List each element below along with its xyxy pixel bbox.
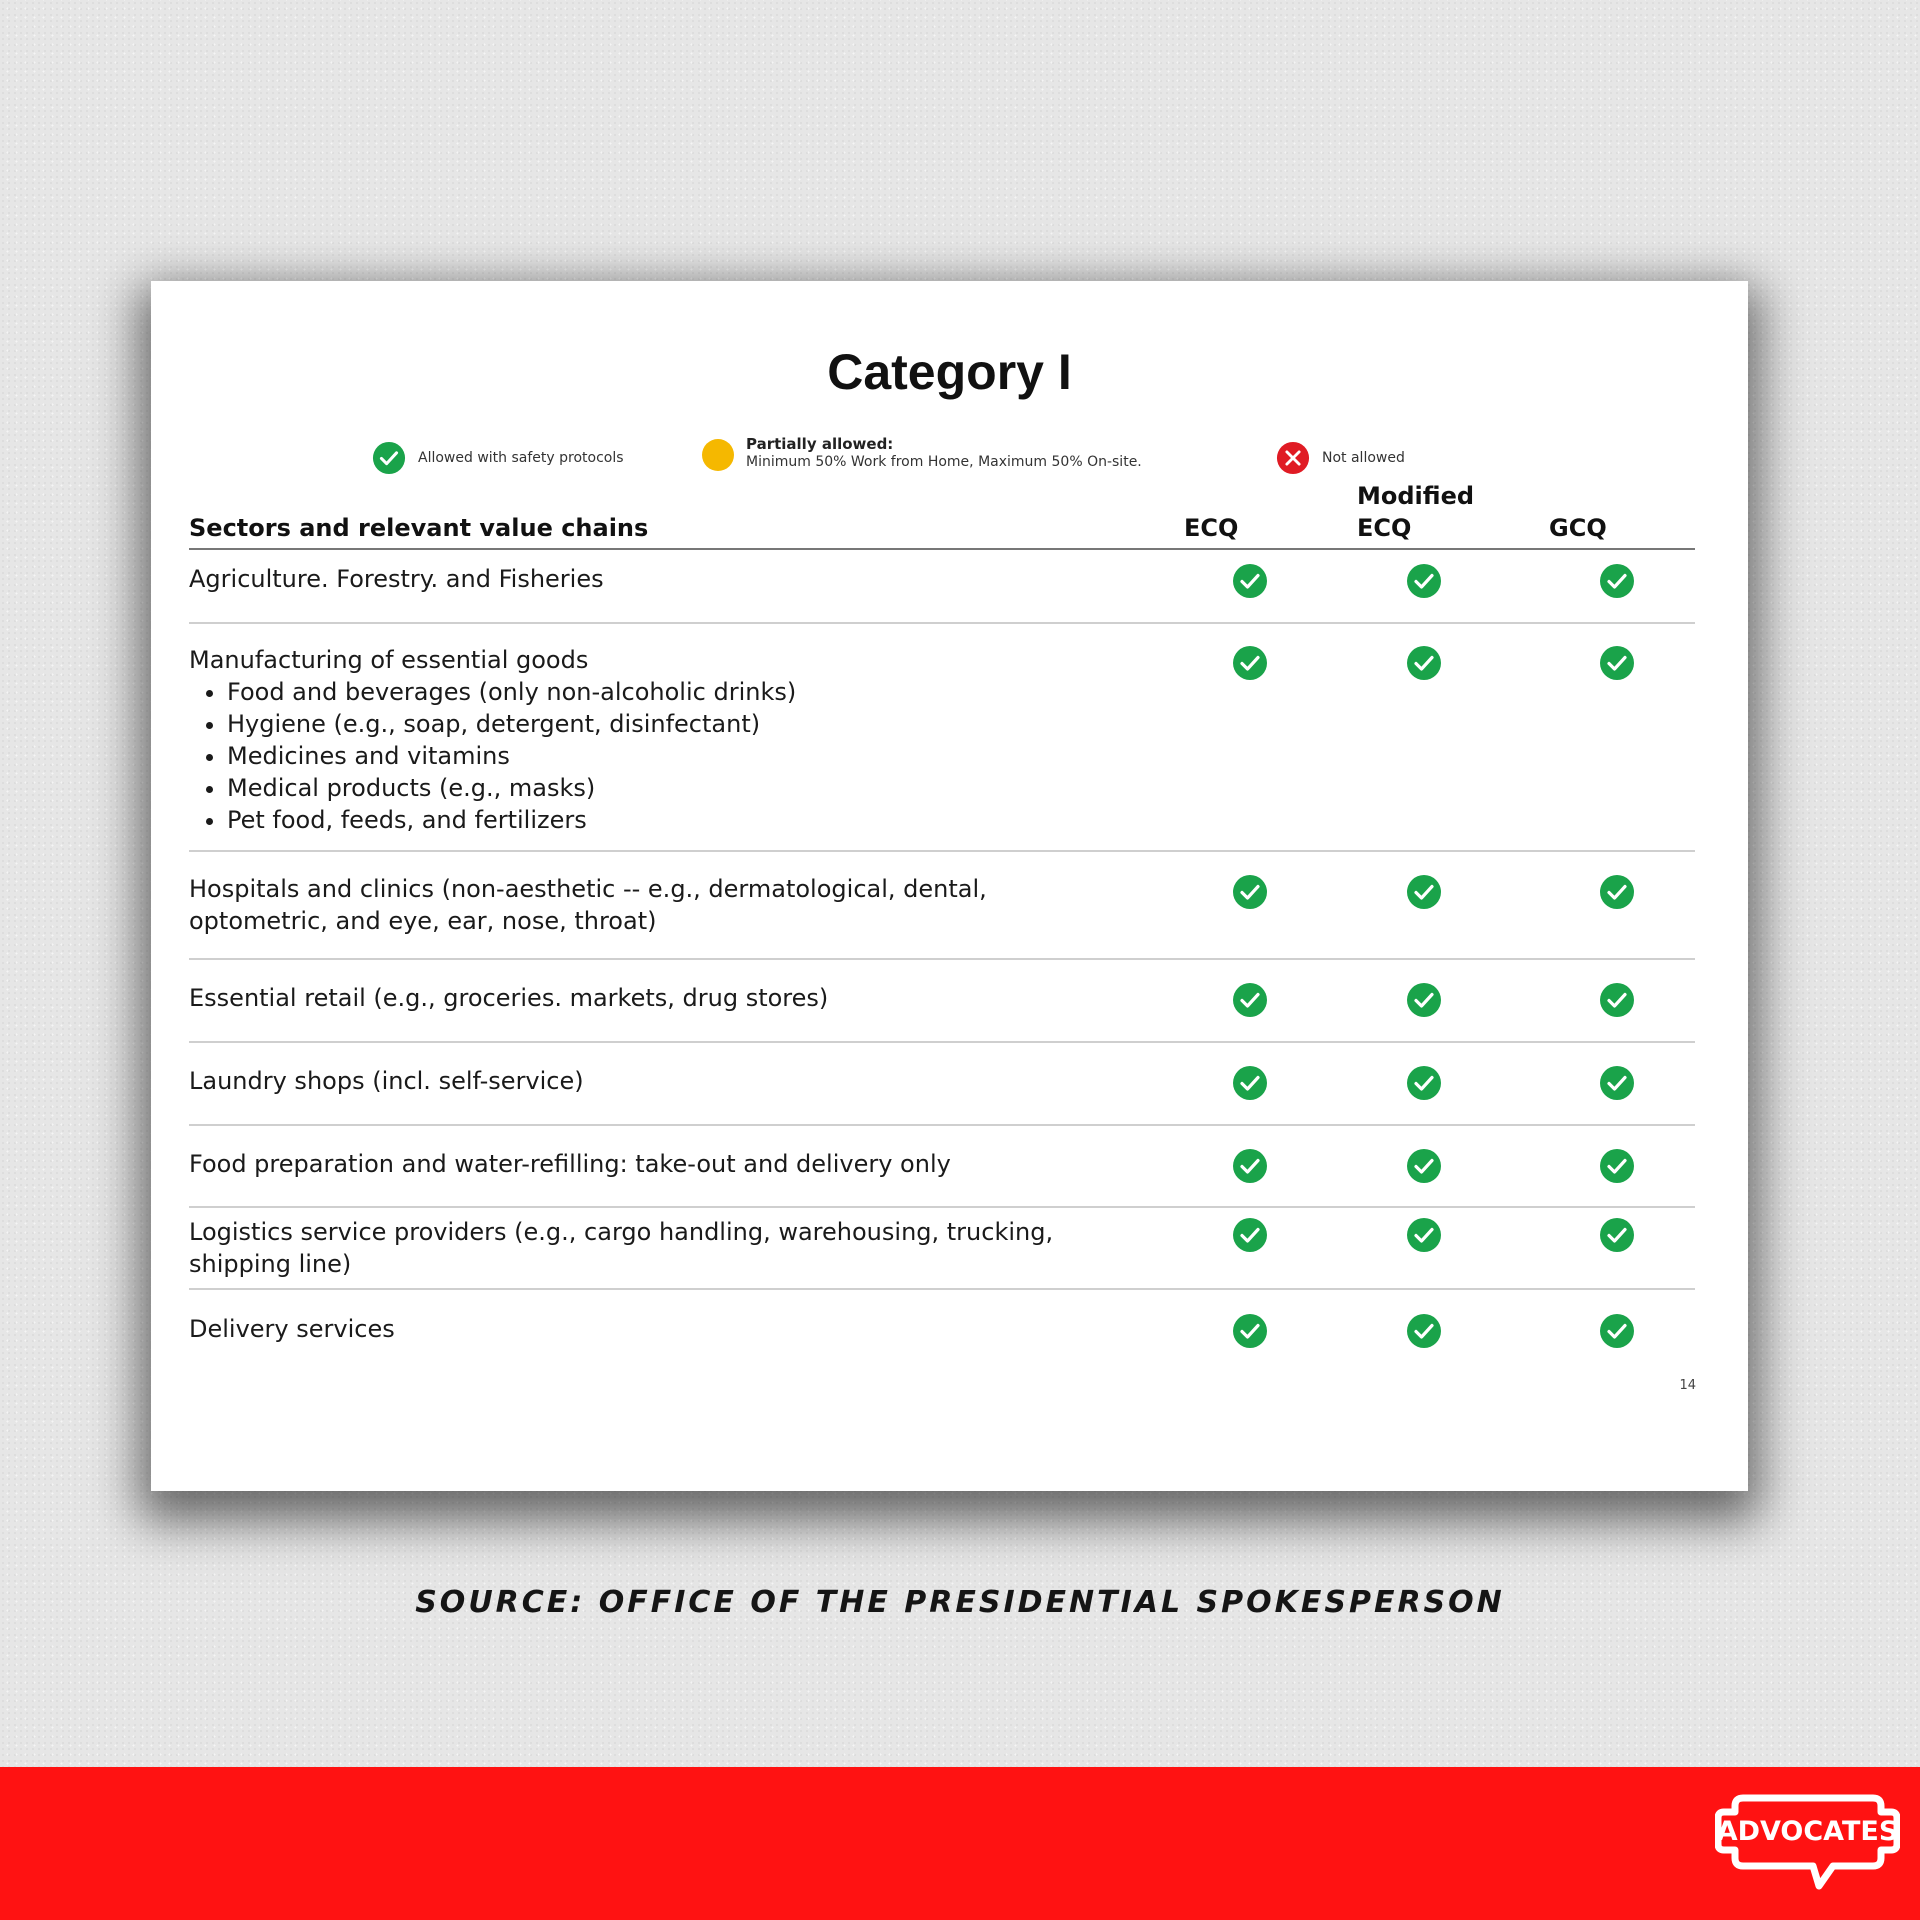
table-row xyxy=(189,960,1695,1043)
mecq-check-icon xyxy=(1406,563,1442,599)
footer-bar xyxy=(0,1767,1920,1920)
legend-not-allowed-label: Not allowed xyxy=(1322,450,1405,466)
mecq-check-icon xyxy=(1406,982,1442,1018)
table-row xyxy=(189,550,1695,624)
sector-name-line1: Hospitals and clinics (non-aesthetic -- e.g., dermatological, dental, xyxy=(189,875,987,903)
sector-name: Manufacturing of essential goods xyxy=(189,646,589,674)
bullet-item: • Pet food, feeds, and fertilizers xyxy=(227,804,1139,836)
legend-partial-title: Partially allowed: xyxy=(746,435,894,453)
gcq-check-icon xyxy=(1599,1065,1635,1101)
mecq-check-icon xyxy=(1406,874,1442,910)
sector-name: Essential retail (e.g., groceries. markets, drug stores) xyxy=(189,984,829,1012)
gcq-check-icon xyxy=(1599,645,1635,681)
bullet-item: • Medicines and vitamins xyxy=(227,740,1139,772)
legend-not-allowed xyxy=(1276,441,1405,475)
x-circle-icon xyxy=(1276,441,1310,475)
legend-partial-detail: Minimum 50% Work from Home, Maximum 50% On-site. xyxy=(746,454,1142,470)
advocates-logo xyxy=(1715,1790,1900,1895)
ecq-check-icon xyxy=(1232,645,1268,681)
sector-name: Food preparation and water-refilling: take-out and delivery only xyxy=(189,1150,951,1178)
gcq-check-icon xyxy=(1599,982,1635,1018)
ecq-check-icon xyxy=(1232,563,1268,599)
header-modified-ecq xyxy=(1357,480,1474,544)
ecq-check-icon xyxy=(1232,1217,1268,1253)
ecq-check-icon xyxy=(1232,982,1268,1018)
sector-name: Laundry shops (incl. self-service) xyxy=(189,1067,584,1095)
table-row xyxy=(189,624,1695,852)
gcq-check-icon xyxy=(1599,563,1635,599)
mecq-check-icon xyxy=(1406,645,1442,681)
sector-name: Agriculture. Forestry. and Fisheries xyxy=(189,565,604,593)
header-modified-line1: Modified xyxy=(1357,482,1475,510)
gcq-check-icon xyxy=(1599,1148,1635,1184)
bullet-item: • Food and beverages (only non-alcoholic drinks) xyxy=(227,676,1139,708)
gcq-check-icon xyxy=(1599,874,1635,910)
bullet-item: • Hygiene (e.g., soap, detergent, disinfectant) xyxy=(227,708,1139,740)
source-caption: SOURCE: OFFICE OF THE PRESIDENTIAL SPOKESPERSON xyxy=(415,1585,1505,1620)
check-circle-icon xyxy=(372,441,406,475)
sector-bullets xyxy=(189,676,1139,836)
table-row xyxy=(189,1208,1695,1290)
mecq-check-icon xyxy=(1406,1217,1442,1253)
table-row xyxy=(189,1126,1695,1208)
ecq-check-icon xyxy=(1232,1148,1268,1184)
mecq-check-icon xyxy=(1406,1065,1442,1101)
ecq-check-icon xyxy=(1232,1313,1268,1349)
header-ecq: ECQ xyxy=(1184,514,1239,542)
page-number: 14 xyxy=(1679,1378,1696,1393)
header-gcq: GCQ xyxy=(1549,514,1607,542)
mecq-check-icon xyxy=(1406,1313,1442,1349)
header-sector: Sectors and relevant value chains xyxy=(189,514,649,542)
table-header xyxy=(189,476,1695,550)
gcq-check-icon xyxy=(1599,1313,1635,1349)
legend-allowed-label: Allowed with safety protocols xyxy=(418,450,624,466)
table-row xyxy=(189,1043,1695,1126)
ecq-check-icon xyxy=(1232,874,1268,910)
slide-card xyxy=(151,281,1748,1491)
sector-name-line1: Logistics service providers (e.g., cargo handling, warehousing, trucking, xyxy=(189,1218,1054,1246)
bullet-item: • Medical products (e.g., masks) xyxy=(227,772,1139,804)
table-row xyxy=(189,852,1695,960)
sector-name-line2: shipping line) xyxy=(189,1250,352,1278)
ecq-check-icon xyxy=(1232,1065,1268,1101)
legend-allowed xyxy=(372,441,624,475)
table-row xyxy=(189,1290,1695,1370)
sector-name: Delivery services xyxy=(189,1315,395,1343)
mecq-check-icon xyxy=(1406,1148,1442,1184)
header-modified-line2: ECQ xyxy=(1357,514,1412,542)
gcq-check-icon xyxy=(1599,1217,1635,1253)
slide-title: Category I xyxy=(827,344,1072,400)
legend-partial xyxy=(702,435,1142,471)
sector-name-line2: optometric, and eye, ear, nose, throat) xyxy=(189,907,657,935)
svg-text:ADVOCATES: ADVOCATES xyxy=(1716,1816,1899,1847)
partial-dot-icon xyxy=(702,439,734,471)
